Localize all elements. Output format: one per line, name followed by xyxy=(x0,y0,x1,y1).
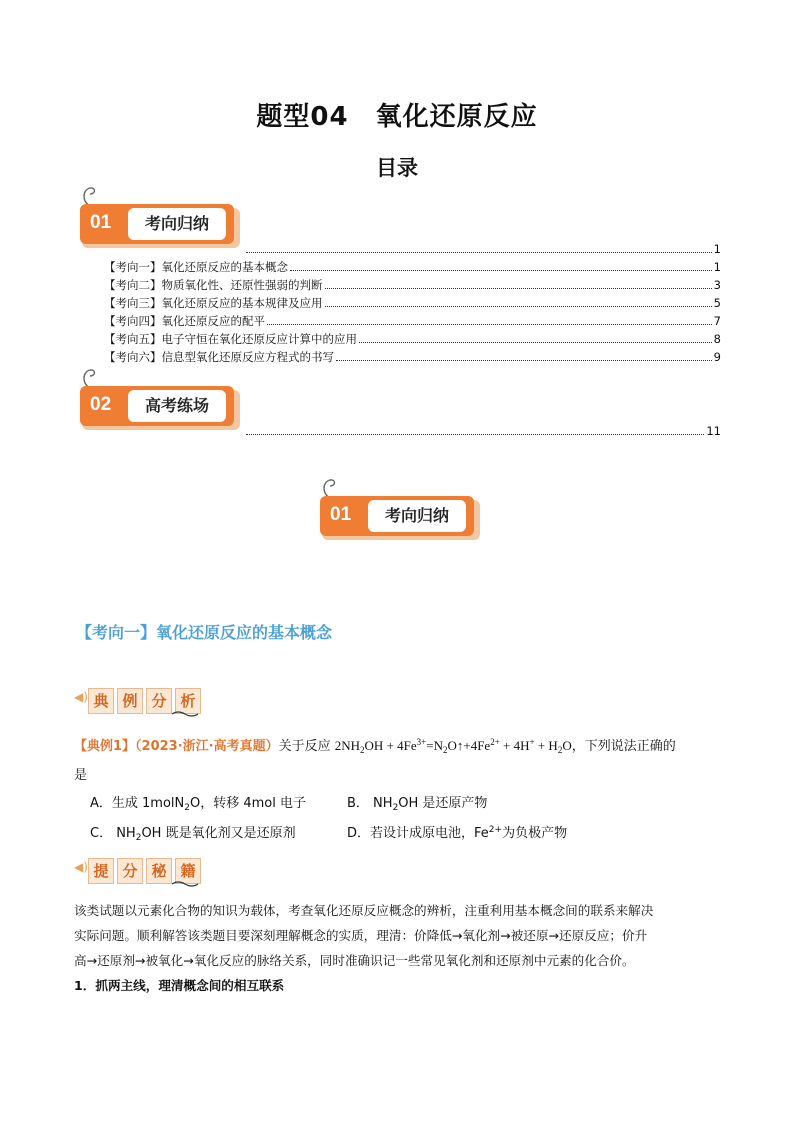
option-c[interactable]: C． $NH_2OH$ 既是氧化剂又是还原剂 xyxy=(90,826,296,843)
section-badge-1[interactable] xyxy=(80,202,234,246)
toc-item-label: 【考向四】氧化还原反应的配平 xyxy=(104,314,265,328)
section-heading: 【考向一】氧化还原反应的基本概念 xyxy=(76,623,333,642)
toc-page: 1 xyxy=(713,242,721,256)
example-tail2: 是 xyxy=(74,768,88,783)
badge-number: 01 xyxy=(330,504,352,525)
option-b[interactable]: B． $NH_2OH$ 是还原产物 xyxy=(347,796,488,813)
section-badge-2[interactable] xyxy=(80,384,234,428)
example-intro: 关于反应 xyxy=(278,739,331,754)
toc-item-label: 【考向二】物质氧化性、还原性强弱的判断 xyxy=(104,278,323,292)
toc-group-1 xyxy=(244,240,721,258)
tag-char: 典 xyxy=(88,688,114,714)
tag-char: 析 xyxy=(175,688,201,714)
toc-list xyxy=(104,258,721,366)
toc-page: 7 xyxy=(713,314,721,328)
badge-number: 01 xyxy=(90,212,112,233)
squiggle-icon xyxy=(172,710,198,718)
tag-char: 提 xyxy=(88,858,114,884)
tips-point-heading: 1．抓两主线，理清概念间的相互联系 xyxy=(74,978,285,993)
example-label: 【典例1】（2023·浙江·高考真题） xyxy=(74,739,279,754)
example-question xyxy=(74,730,724,788)
toc-page: 9 xyxy=(713,350,721,364)
toc-row-group2[interactable] xyxy=(244,422,721,440)
toc-page: 5 xyxy=(713,296,721,310)
tips-line: 该类试题以元素化合物的知识为载体，考查氧化还原反应概念的辨析，注重利用基本概念间的联系来解决 xyxy=(74,903,654,918)
tag-char: 籍 xyxy=(175,858,201,884)
tag-char: 分 xyxy=(117,858,143,884)
option-d[interactable]: D．若设计成原电池，$Fe^{2+}$为负极产物 xyxy=(347,825,568,841)
toc-item-label: 【考向五】电子守恒在氧化还原反应计算中的应用 xyxy=(104,332,357,346)
tag-char: 秘 xyxy=(146,858,172,884)
toc-item-label: 【考向三】氧化还原反应的基本规律及应用 xyxy=(104,296,323,310)
toc-item-label: 【考向六】信息型氧化还原反应方程式的书写 xyxy=(104,350,334,364)
badge-label: 考向归纳 xyxy=(368,500,466,532)
section-badge-3 xyxy=(320,494,474,538)
toc-item[interactable] xyxy=(104,330,721,348)
toc-item[interactable] xyxy=(104,294,721,312)
toc-item[interactable] xyxy=(104,312,721,330)
page-title: 题型04 氧化还原反应 xyxy=(256,102,538,132)
toc-item[interactable] xyxy=(104,258,721,276)
toc-page: 11 xyxy=(706,424,721,438)
tips-paragraph xyxy=(74,898,724,998)
toc-item[interactable] xyxy=(104,348,721,366)
toc-item-label: 【考向一】氧化还原反应的基本概念 xyxy=(104,260,288,274)
squiggle-icon xyxy=(172,880,198,888)
badge-number: 02 xyxy=(90,394,112,415)
toc-row-group1[interactable] xyxy=(244,240,721,258)
toc-page: 1 xyxy=(713,260,721,274)
speaker-icon: ◀) xyxy=(74,690,88,704)
reaction-equation: $2NH_2OH$ + $4Fe^{3+}=N_2O↑+4Fe^{2+} + 4H^+ + H_2O$ xyxy=(334,737,572,755)
toc-page: 8 xyxy=(713,332,721,346)
example-tail: ，下列说法正确的 xyxy=(571,739,676,754)
speaker-icon: ◀) xyxy=(74,860,88,874)
toc-group-2 xyxy=(244,422,721,440)
badge-label: 高考练场 xyxy=(128,390,226,422)
tips-line: 实际问题。顺利解答该类题目要深刻理解概念的实质，理清：价降低→氧化剂→被还原→还原反应；价升 xyxy=(74,928,648,943)
badge-label: 考向归纳 xyxy=(128,208,226,240)
toc-page: 3 xyxy=(713,278,721,292)
tips-line: 高→还原剂→被氧化→氧化反应的脉络关系，同时准确识记一些常见氧化剂和还原剂中元素的化合价。 xyxy=(74,953,635,968)
tag-char: 例 xyxy=(117,688,143,714)
toc-heading: 目录 xyxy=(376,156,418,180)
toc-item[interactable] xyxy=(104,276,721,294)
tag-char: 分 xyxy=(146,688,172,714)
option-a[interactable]: A．生成 1molN$_2$O，转移 4mol 电子 xyxy=(90,796,306,813)
